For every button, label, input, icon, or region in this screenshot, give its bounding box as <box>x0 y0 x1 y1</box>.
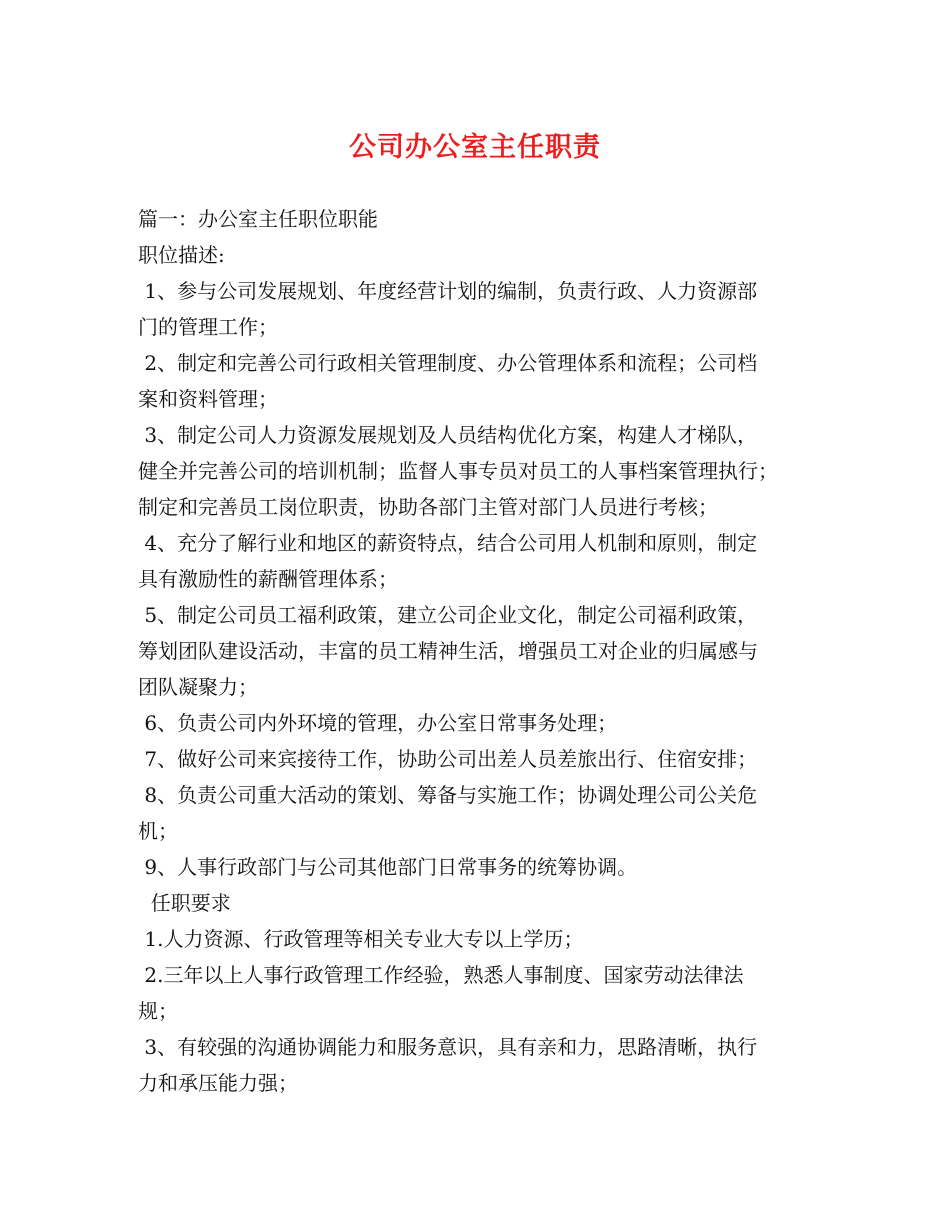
body-line: 职位描述: <box>138 243 225 267</box>
body-line: 6、负责公司内外环境的管理，办公室日常事务处理； <box>138 711 618 735</box>
body-line: 3、制定公司人力资源发展规划及人员结构优化方案，构建人才梯队， <box>138 423 758 447</box>
body-line: 力和承压能力强； <box>138 1071 298 1095</box>
body-line: 1、参与公司发展规划、年度经营计划的编制，负责行政、人力资源部 <box>138 279 758 303</box>
body-line: 具有激励性的薪酬管理体系； <box>138 567 398 591</box>
body-line: 2.三年以上人事行政管理工作经验，熟悉人事制度、国家劳动法律法 <box>138 963 744 987</box>
body-line: 制定和完善员工岗位职责，协助各部门主管对部门人员进行考核； <box>138 495 718 519</box>
body-line: 8、负责公司重大活动的策划、筹备与实施工作；协调处理公司公关危 <box>138 783 758 807</box>
body-line: 团队凝聚力； <box>138 675 258 699</box>
body-line: 门的管理工作； <box>138 315 278 339</box>
body-line: 2、制定和完善公司行政相关管理制度、办公管理体系和流程；公司档 <box>138 351 758 375</box>
body-line: 3、有较强的沟通协调能力和服务意识，具有亲和力，思路清晰，执行 <box>138 1035 758 1059</box>
body-line: 1.人力资源、行政管理等相关专业大专以上学历； <box>138 927 584 951</box>
body-line: 4、充分了解行业和地区的薪资特点，结合公司用人机制和原则，制定 <box>138 531 758 555</box>
document-body <box>138 201 818 1101</box>
body-line: 健全并完善公司的培训机制；监督人事专员对员工的人事档案管理执行； <box>138 459 778 483</box>
body-line: 5、制定公司员工福利政策，建立公司企业文化，制定公司福利政策， <box>138 603 758 627</box>
body-line: 9、人事行政部门与公司其他部门日常事务的统筹协调。 <box>138 855 638 879</box>
body-line: 7、做好公司来宾接待工作，协助公司出差人员差旅出行、住宿安排； <box>138 747 758 771</box>
body-line: 机； <box>138 819 178 843</box>
body-line: 任职要求 <box>138 891 231 915</box>
body-line: 案和资料管理； <box>138 387 278 411</box>
body-line: 筹划团队建设活动，丰富的员工精神生活，增强员工对企业的归属感与 <box>138 639 758 663</box>
body-line: 规； <box>138 999 178 1023</box>
body-line: 篇一：办公室主任职位职能 <box>138 207 378 231</box>
document-title: 公司办公室主任职责 <box>349 132 601 163</box>
